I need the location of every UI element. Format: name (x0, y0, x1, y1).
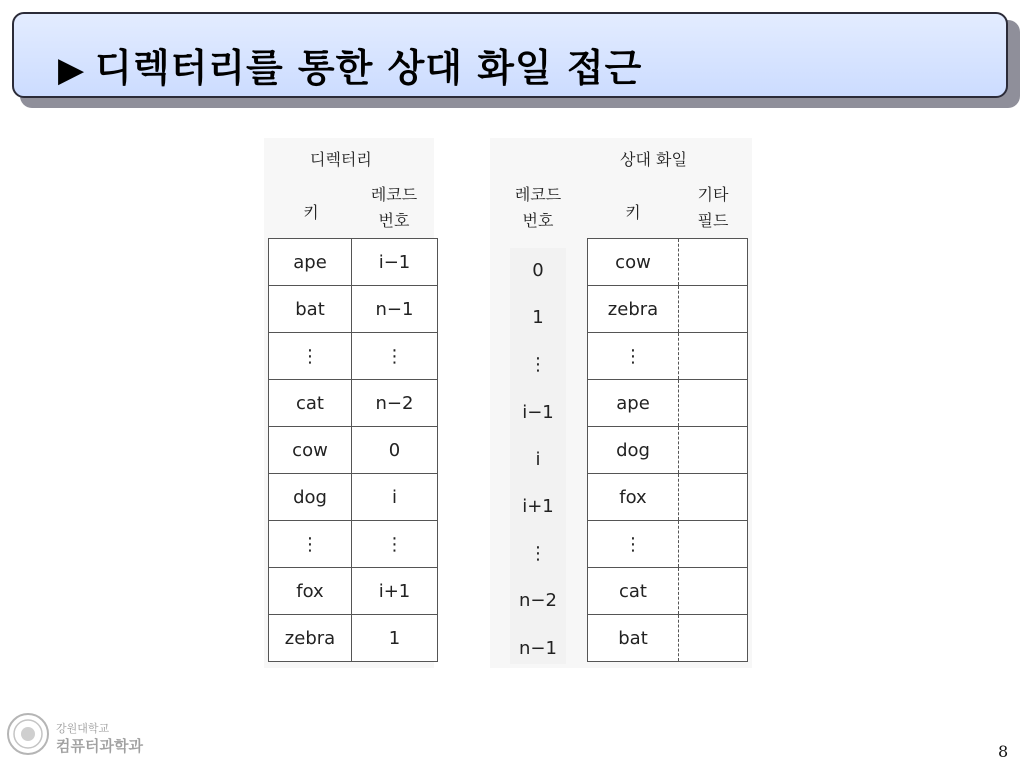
directory-record-cell: n−2 (352, 380, 438, 427)
directory-key-cell: ⋮ (269, 333, 352, 380)
directory-key-cell: cow (269, 427, 352, 474)
directory-record-cell: i+1 (352, 568, 438, 615)
directory-record-cell: i−1 (352, 239, 438, 286)
directory-key-cell: zebra (269, 615, 352, 662)
record-number-header-line1: 레코드 (514, 185, 562, 204)
directory-record-cell: i (352, 474, 438, 521)
relative-file-key-cell: cat (588, 568, 679, 615)
directory-record-cell: n−1 (352, 286, 438, 333)
relative-file-other-cell (679, 333, 748, 380)
university-name: 강원대학교 (56, 722, 110, 735)
record-number: ⋮ (529, 543, 547, 565)
relative-file-caption: 상대 화일 (620, 150, 687, 169)
directory-key-cell: ape (269, 239, 352, 286)
record-number: i+1 (522, 496, 554, 517)
relative-file-other-header-line1: 기타 (697, 185, 729, 204)
directory-row (269, 380, 438, 427)
relative-file-table (587, 238, 748, 662)
relative-file-other-cell (679, 568, 748, 615)
relative-file-key-cell: ape (588, 380, 679, 427)
directory-record-cell: ⋮ (352, 333, 438, 380)
triangle-bullet-icon: ▶ (58, 50, 86, 90)
directory-caption: 디렉터리 (310, 150, 372, 169)
directory-record-header-line1: 레코드 (370, 185, 418, 204)
relative-file-row (588, 286, 748, 333)
slide-title (58, 38, 642, 100)
directory-key-cell: fox (269, 568, 352, 615)
record-number: 0 (532, 260, 544, 281)
record-number: i (535, 448, 541, 470)
relative-file-row (588, 427, 748, 474)
relative-file-key-cell: ⋮ (588, 521, 679, 568)
record-number: i−1 (522, 401, 554, 423)
record-number-header-line2: 번호 (522, 211, 554, 230)
relative-file-row (588, 521, 748, 568)
record-number: n−2 (519, 590, 557, 612)
relative-file-other-cell (679, 427, 748, 474)
university-seal-icon (6, 712, 50, 756)
relative-file-row (588, 474, 748, 521)
relative-file-other-header (678, 182, 748, 234)
directory-record-header (352, 182, 436, 234)
directory-record-cell: ⋮ (352, 521, 438, 568)
relative-file-other-cell (679, 474, 748, 521)
directory-row (269, 333, 438, 380)
relative-file-other-cell (679, 239, 748, 286)
relative-file-other-cell (679, 615, 748, 662)
directory-row (269, 427, 438, 474)
relative-file-key-cell: ⋮ (588, 333, 679, 380)
relative-file-key-cell: zebra (588, 286, 679, 333)
directory-row (269, 615, 438, 662)
record-number: n−1 (519, 637, 557, 659)
relative-file-other-cell (679, 380, 748, 427)
relative-file-key-cell: fox (588, 474, 679, 521)
directory-row (269, 239, 438, 286)
relative-file-key-header: 키 (625, 203, 641, 222)
directory-record-cell: 0 (352, 427, 438, 474)
directory-row (269, 286, 438, 333)
directory-row (269, 474, 438, 521)
relative-file-other-cell (679, 286, 748, 333)
slide-title-text: 디렉터리를 통한 상대 화일 접근 (95, 46, 643, 90)
relative-file-other-header-line2: 필드 (697, 211, 729, 230)
relative-file-row (588, 568, 748, 615)
relative-file-other-cell (679, 521, 748, 568)
relative-file-row (588, 615, 748, 662)
directory-key-cell: bat (269, 286, 352, 333)
directory-row (269, 521, 438, 568)
record-number-header (505, 182, 571, 234)
record-number: ⋮ (529, 354, 547, 376)
relative-file-row (588, 380, 748, 427)
directory-key-cell: cat (269, 380, 352, 427)
directory-row (269, 568, 438, 615)
department-name: 컴퓨터과학과 (56, 737, 143, 755)
directory-record-header-line2: 번호 (378, 211, 410, 230)
relative-file-key-cell: cow (588, 239, 679, 286)
record-number: 1 (532, 307, 544, 329)
directory-key-header: 키 (303, 203, 319, 222)
title-banner (12, 12, 1008, 98)
directory-record-cell: 1 (352, 615, 438, 662)
relative-file-row (588, 239, 748, 286)
relative-file-key-cell: bat (588, 615, 679, 662)
relative-file-key-cell: dog (588, 427, 679, 474)
directory-key-cell: ⋮ (269, 521, 352, 568)
directory-table (268, 238, 438, 662)
relative-file-row (588, 333, 748, 380)
page-number: 8 (998, 742, 1009, 761)
directory-key-cell: dog (269, 474, 352, 521)
